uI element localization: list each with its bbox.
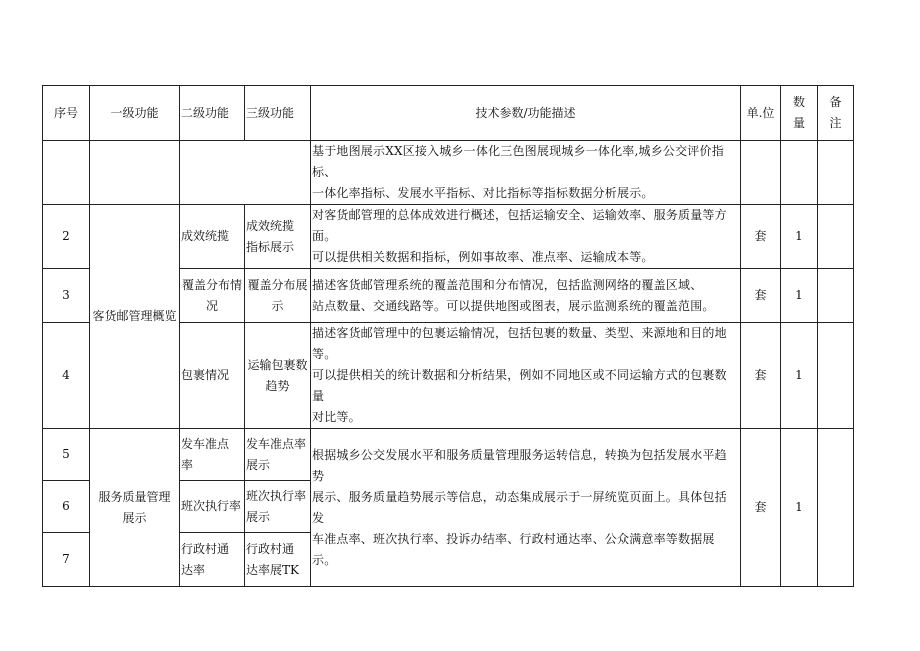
level3-cell: 行政村通 达率展TK <box>245 533 311 587</box>
header-row <box>43 86 854 141</box>
level2-cell: 班次执行率 <box>180 481 245 533</box>
unit-cell: 套 <box>741 323 781 429</box>
qty-cell: 1 <box>781 323 818 429</box>
level3-cell: 成效统揽 指标展示 <box>245 205 311 269</box>
header-level3: 三级功能 <box>245 86 311 141</box>
header-seq: 序号 <box>43 86 90 141</box>
desc-cell: 基于地图展示XX区接入城乡一体化三色图展现城乡一体化率,城乡公交评价指标、 一体化率指标、发展水平指标、对比指标等指标数据分析展示。 <box>311 141 741 205</box>
seq-cell: 2 <box>43 205 90 269</box>
table-row <box>43 429 854 481</box>
level2-cell: 行政村通 达率 <box>180 533 245 587</box>
level3-cell: 运输包裹数 趋势 <box>245 323 311 429</box>
seq-cell: 3 <box>43 269 90 323</box>
seq-cell: 4 <box>43 323 90 429</box>
unit-cell <box>741 141 781 205</box>
header-note: 备 注 <box>818 86 854 141</box>
seq-cell <box>43 141 90 205</box>
level3-cell: 班次执行率 展示 <box>245 481 311 533</box>
note-cell <box>818 323 854 429</box>
level2-cell <box>180 141 311 205</box>
level3-cell: 发车准点率 展示 <box>245 429 311 481</box>
qty-cell: 1 <box>781 429 818 587</box>
desc-cell: 对客货邮管理的总体成效进行概述，包括运输安全、运输效率、服务质量等方面。 可以提供相关数据和指标，例如事故率、准点率、运输成本等。 <box>311 205 741 269</box>
table-row <box>43 141 854 205</box>
note-cell <box>818 141 854 205</box>
qty-cell: 1 <box>781 269 818 323</box>
header-qty: 数 量 <box>781 86 818 141</box>
level2-cell: 包裹情况 <box>180 323 245 429</box>
desc-cell: 根据城乡公交发展水平和服务质量管理服务运转信息，转换为包括发展水平趋势 展示、服务质量趋势展示等信息，动态集成展示于一屏统览页面上。具体包括发 车准点率、班次执行率、投诉办结率、行政村通达率、公众满意率等数据展示。 <box>311 429 741 587</box>
header-level1: 一级功能 <box>90 86 180 141</box>
seq-cell: 5 <box>43 429 90 481</box>
qty-cell: 1 <box>781 205 818 269</box>
unit-cell: 套 <box>741 205 781 269</box>
level1-cell <box>90 141 180 205</box>
unit-cell: 套 <box>741 429 781 587</box>
header-level2: 二级功能 <box>180 86 245 141</box>
qty-cell <box>781 141 818 205</box>
table-row <box>43 205 854 269</box>
note-cell <box>818 429 854 587</box>
note-cell <box>818 269 854 323</box>
level2-cell: 成效统揽 <box>180 205 245 269</box>
function-spec-table <box>42 85 854 587</box>
level1-cell: 客货邮管理概览 <box>90 205 180 429</box>
level3-cell: 覆盖分布展 示 <box>245 269 311 323</box>
level2-cell: 覆盖分布情 况 <box>180 269 245 323</box>
note-cell <box>818 205 854 269</box>
desc-cell: 描述客货邮管理系统的覆盖范围和分布情况，包括监测网络的覆盖区域、 站点数量、交通线路等。可以提供地图或图表，展示监测系统的覆盖范围。 <box>311 269 741 323</box>
level1-cell: 服务质量管理 展示 <box>90 429 180 587</box>
desc-cell: 描述客货邮管理中的包裹运输情况，包括包裹的数量、类型、来源地和目的地等。 可以提供相关的统计数据和分析结果，例如不同地区或不同运输方式的包裹数量 对比等。 <box>311 323 741 429</box>
header-unit: 单.位 <box>741 86 781 141</box>
level2-cell: 发车准点 率 <box>180 429 245 481</box>
header-desc: 技术参数/功能描述 <box>311 86 741 141</box>
unit-cell: 套 <box>741 269 781 323</box>
seq-cell: 7 <box>43 533 90 587</box>
seq-cell: 6 <box>43 481 90 533</box>
